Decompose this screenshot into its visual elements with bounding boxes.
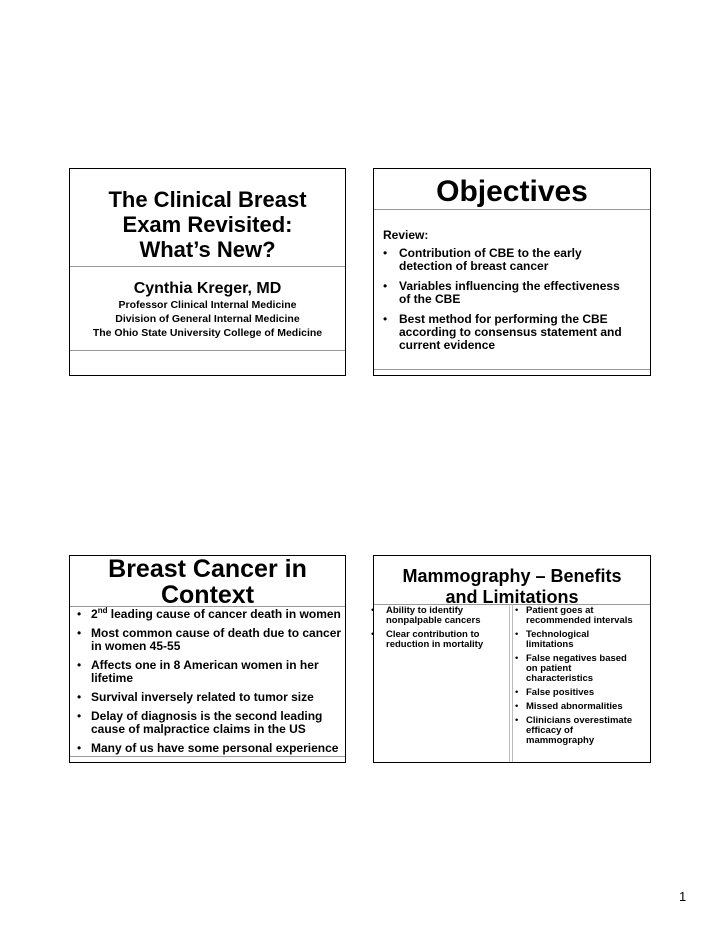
title-line: The Clinical Breast: [108, 187, 307, 212]
slide-title-heading: [70, 187, 345, 262]
item-line: leading cause of cancer death in women: [107, 607, 341, 621]
bullet-icon: •: [77, 741, 82, 755]
item-line: according to consensus statement and: [399, 325, 622, 339]
divider: [70, 350, 345, 351]
item-line: current evidence: [399, 338, 496, 352]
page-number: 1: [679, 889, 687, 904]
divider: [374, 369, 650, 370]
bullet-icon: •: [515, 605, 519, 616]
list-item: [514, 630, 652, 650]
title-line: Exam Revisited:: [122, 212, 293, 237]
column-divider: [509, 604, 510, 762]
slide-heading: [70, 556, 345, 608]
affiliation-line: Division of General Internal Medicine: [115, 313, 300, 325]
item-line: Clear contribution to: [386, 629, 480, 640]
bullet-icon: •: [371, 629, 375, 640]
list-item: [77, 608, 345, 621]
list-item: [514, 702, 652, 712]
bullet-icon: •: [77, 658, 82, 672]
item-line: recommended intervals: [526, 615, 633, 626]
bullet-icon: •: [77, 626, 82, 640]
author-name: Cynthia Kreger, MD: [133, 280, 282, 297]
title-line: and Limitations: [445, 587, 579, 607]
item-line: Missed abnormalities: [526, 701, 623, 712]
bullet-icon: •: [383, 312, 388, 326]
divider: [374, 209, 650, 210]
bullet-icon: •: [371, 605, 375, 616]
title-line: Context: [160, 581, 255, 609]
item-line: of the CBE: [399, 292, 461, 306]
slide-breast-cancer-context: [69, 555, 346, 763]
title-line: What’s New?: [139, 237, 276, 262]
item-line: False positives: [526, 687, 595, 698]
rank-number: 2: [91, 607, 98, 621]
list-item: [383, 313, 646, 352]
list-item: [371, 629, 508, 650]
item-line: on patient: [526, 663, 572, 674]
slide-objectives: [373, 168, 651, 376]
item-line: Survival inversely related to tumor size: [91, 690, 314, 704]
list-item: [514, 716, 652, 746]
item-line: False negatives based: [526, 653, 627, 664]
item-line: Best method for performing the CBE: [399, 312, 608, 326]
affiliation-line: Professor Clinical Internal Medicine: [118, 299, 297, 311]
item-line: efficacy of: [526, 725, 573, 736]
slide-heading: Objectives: [436, 175, 588, 208]
list-item: [77, 710, 345, 736]
divider: [70, 266, 345, 267]
item-line: Affects one in 8 American women in her: [91, 658, 319, 672]
column-divider: [512, 604, 513, 762]
slide-mammography: [373, 555, 651, 763]
item-line: lifetime: [91, 671, 134, 685]
list-item: [383, 247, 646, 273]
item-line: Clinicians overestimate: [526, 715, 633, 726]
item-line: reduction in mortality: [386, 639, 484, 650]
affiliation-line: The Ohio State University College of Medicine: [92, 327, 323, 339]
item-line: limitations: [526, 639, 574, 650]
item-line: Contribution of CBE to the early: [399, 246, 582, 260]
list-item: [514, 688, 652, 698]
item-line: Most common cause of death due to cancer: [91, 626, 342, 640]
item-line: Technological: [526, 629, 590, 640]
review-label: Review:: [383, 228, 429, 242]
item-line: in women 45-55: [91, 639, 181, 653]
bullet-icon: •: [515, 653, 519, 664]
divider: [70, 756, 345, 757]
list-item: [77, 659, 345, 685]
item-line: Many of us have some personal experience: [91, 741, 339, 755]
bullet-icon: •: [515, 687, 519, 698]
item-line: cause of malpractice claims in the US: [91, 722, 306, 736]
item-line: nonpalpable cancers: [386, 615, 481, 626]
bullet-icon: •: [77, 607, 82, 621]
bullet-icon: •: [383, 246, 388, 260]
objectives-list: [383, 247, 646, 359]
context-list: [77, 608, 345, 761]
slide-heading: [374, 566, 650, 608]
bullet-icon: •: [515, 715, 519, 726]
item-line: Variables influencing the effectiveness: [399, 279, 620, 293]
title-line: Breast Cancer in: [108, 555, 307, 583]
list-item: [514, 654, 652, 684]
list-item: [77, 742, 345, 755]
slide-title: [69, 168, 346, 376]
benefits-list: [371, 605, 508, 654]
item-line: mammography: [526, 735, 595, 746]
bullet-icon: •: [383, 279, 388, 293]
item-line: Ability to identify: [386, 605, 464, 616]
list-item: [77, 627, 345, 653]
item-line: characteristics: [526, 673, 594, 684]
rank-suffix: nd: [97, 606, 108, 615]
bullet-icon: •: [77, 690, 82, 704]
list-item: [77, 691, 345, 704]
limitations-list: [514, 606, 652, 750]
list-item: [514, 606, 652, 626]
title-line: Mammography – Benefits: [402, 566, 622, 586]
item-line: detection of breast cancer: [399, 259, 549, 273]
bullet-icon: •: [77, 709, 82, 723]
bullet-icon: •: [515, 629, 519, 640]
bullet-icon: •: [515, 701, 519, 712]
list-item: [383, 280, 646, 306]
item-line: Patient goes at: [526, 605, 594, 616]
item-line: Delay of diagnosis is the second leading: [91, 709, 323, 723]
list-item: [371, 605, 508, 626]
